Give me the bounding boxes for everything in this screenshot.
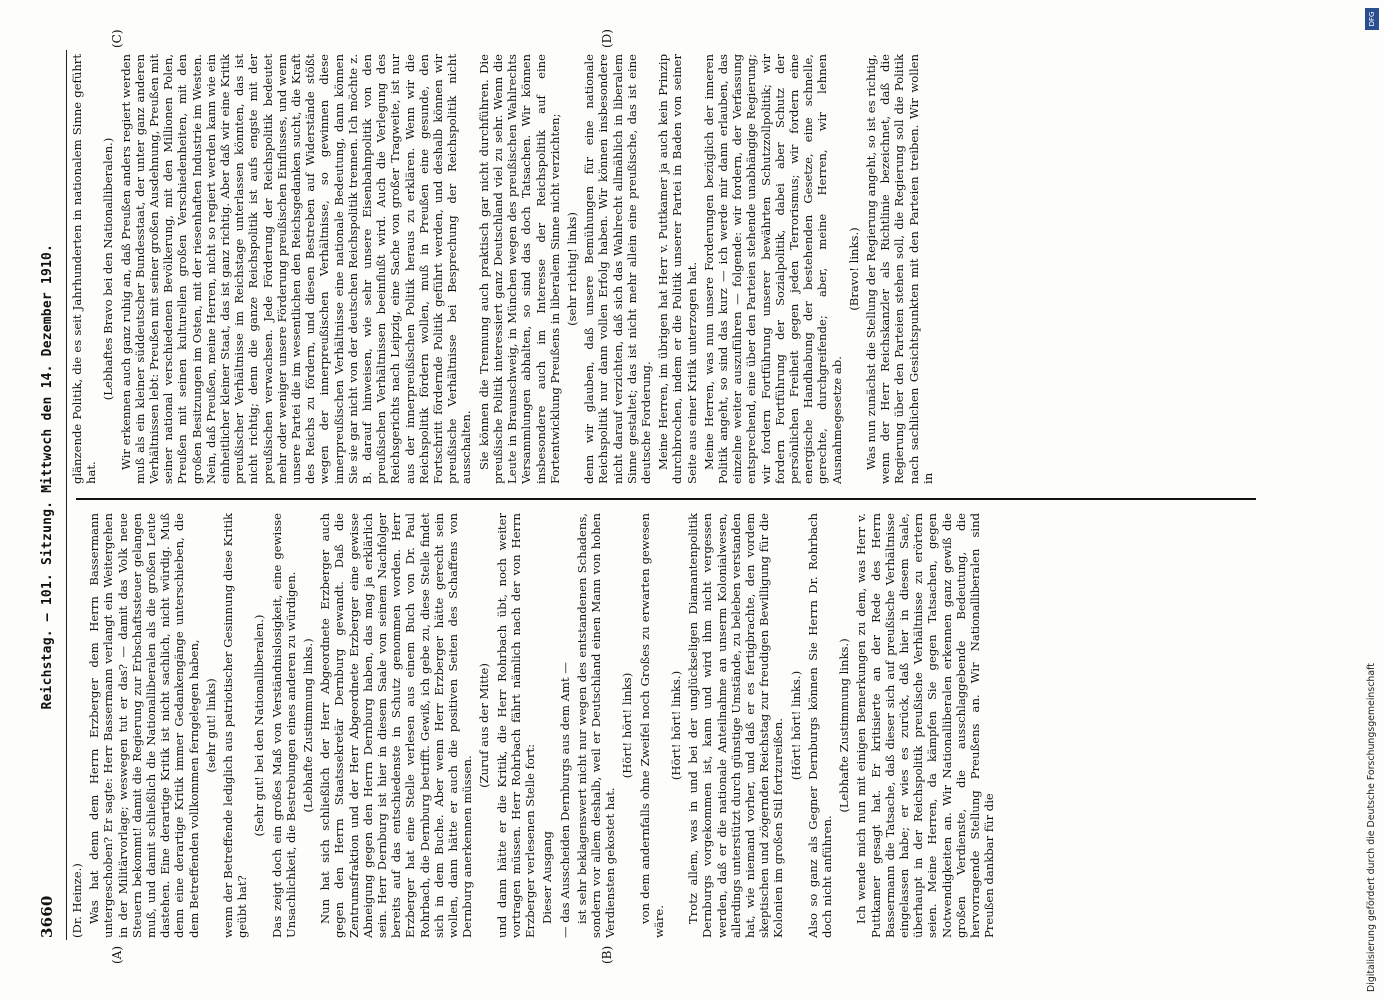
page-number: 3660 bbox=[38, 895, 56, 938]
paragraph: wenn der Betreffende lediglich aus patriotischer Gesinnung diese Kritik geübt hat? bbox=[221, 513, 250, 938]
interjection: (Lebhafte Zustimmung links.) bbox=[837, 638, 852, 813]
quote: von dem andernfalls ohne Zweifel noch Großes zu erwarten gewesen wäre. bbox=[637, 513, 666, 938]
paragraph: glänzende Politik, die es seit Jahrhunderten in nationalem Sinne geführt hat. bbox=[70, 54, 99, 484]
dfg-logo bbox=[1365, 8, 1379, 30]
paragraph: Was hat denn dem Herrn Erzberger dem Herrn Bassermann untergeschoben? Er sagte: Herr Bassermann verlangt ein Weitergehen in der Militärvorlage; weswegen tut er das? — damit das Volk neue Steuern bekommt! damit die Regierung zur Erbschaftssteuer gelangen muß, und damit schließlich die Nationalliberalen als die großen Leute dastehen. Eine derartige Kritik ist nicht sachlich, nicht würdig. Muß denn eine derartige Kritik immer Gedankengänge unterschieben, die dem Betreffenden vollkommen ferngelegen haben, bbox=[87, 513, 201, 938]
margin-marker-a: (A) bbox=[110, 945, 124, 964]
quote-aside: — das Ausscheiden Dernburgs aus dem Amt — bbox=[557, 662, 572, 938]
interjection: (Zuruf aus der Mitte) bbox=[477, 663, 492, 788]
left-text-column bbox=[70, 513, 1260, 938]
interjection: (Lebhaftes Bravo bei den Nationalliberalen.) bbox=[101, 137, 116, 401]
quote-intro: Dieser Ausgang bbox=[540, 831, 555, 924]
margin-marker-c: (C) bbox=[110, 29, 124, 48]
interjection: (Sehr gut! bei den Nationalliberalen.) bbox=[252, 614, 267, 837]
paragraph: Sie können die Trennung auch praktisch gar nicht durchführen. Die preußische Politik interessiert ganz Deutschland viel zu sehr. Wenn die Leute in Braunschweig, in München wegen des preußischen Wahlrechts Versammlungen abhalten, so sind das doch Tatsachen. Wir können insbesondere auch im Interesse der Reichspolitik auf eine Fortentwicklung Preußens in liberalem Sinne nicht verzichten; bbox=[476, 54, 562, 484]
speaker-label: (Dr. Heinze.) bbox=[70, 863, 84, 938]
paragraph: Ich wende mich nun mit einigen Bemerkungen zu dem, was Herr v. Puttkamer gesagt hat. Er kritisierte an der Rede des Herrn Bassermann die Tatsache, daß dieser sich auf preußische Verhältnisse eingelassen habe; er wies es zurück, daß hier in diesem Saale, überhaupt in der Reichspolitik preußische Verhältnisse zu erörtern seien. Meine Herren, da kämpfen Sie gegen Tatsachen, gegen Notwendigkeiten an. Wir Nationalliberalen erkennen ganz gewiß die großen Verdienste, die ausschlaggebende Bedeutung, die hervorragende Stellung Preußens an. Wir Nationalliberalen sind Preußen dankbar für die bbox=[854, 513, 997, 938]
margin-marker-d: (D) bbox=[600, 29, 614, 48]
page-title: Reichstag. — 101. Sitzung. Mittwoch den 14. Dezember 1910. bbox=[39, 243, 55, 710]
interjection: (sehr richtig! links) bbox=[564, 212, 579, 326]
page-header bbox=[30, 58, 64, 938]
paragraph: und dann hätte er die Kritik, die Herr Rohrbach übt, noch weiter vortragen müssen. Herr Rohrbach fährt nämlich nach der von Herrn Erzberger verlesenen Stelle fort: bbox=[494, 513, 538, 938]
paragraph: Das zeigt doch ein großes Maß von Verständnislosigkeit, eine gewisse Unsachlichkeit, die Bestrebungen eines anderen zu würdigen. bbox=[269, 513, 298, 938]
interjection: (Hört! hört! links) bbox=[620, 672, 635, 779]
digitization-credit bbox=[1365, 8, 1379, 992]
interjection: (Hört! hört! links.) bbox=[788, 670, 803, 781]
credit-text: Digitalisierung gefördert durch die Deutsche Forschungsgemeinschaft bbox=[1366, 663, 1377, 992]
paragraph: Nun hat sich schließlich der Herr Abgeordnete Erzberger auch gegen den Herrn Staatssekretär Dernburg gewandt. Daß die Zentrumsfraktion und der Herr Abgeordnete Erzberger eine gewisse Abneigung gegen den Herrn Dernburg haben, das mag ja erklärlich sein. Herr Dernburg ist hier in diesem Saale von seinem Nachfolger bereits auf das entschiedenste in Schutz genommen worden. Herr Erzberger hat eine Stelle verlesen aus einem Buch von Dr. Paul Rohrbach, die Dernburg betrifft. Gewiß, ich gebe zu, diese Stelle findet sich in dem Buche. Aber wenn Herr Erzberger hätte gerecht sein wollen, dann hätte er auch die positiven Seiten des Schaffens von Dernburg anerkennen müssen. bbox=[318, 513, 475, 938]
paragraph: denn wir glauben, daß unsere Bemühungen für eine nationale Reichspolitik nur dann vollen Erfolg haben. Wir können insbesondere nicht darauf verzichten, daß sich das Wahlrecht allmählich in liberalem Sinne gestaltet; das ist nicht mehr allein eine preußische, das ist eine deutsche Forderung. bbox=[582, 54, 653, 484]
dfg-logo-text: DFG bbox=[1368, 11, 1376, 27]
interjection: (Bravo! links.) bbox=[846, 227, 861, 311]
paragraph: Meine Herren, im übrigen hat Herr v. Puttkamer ja auch kein Prinzip durchbrochen, indem er die Politik unserer Partei in Baden von seiner Seite aus einer Kritik unterzogen hat. bbox=[656, 54, 699, 484]
quote: ist sehr beklagenswert nicht nur wegen des entstandenen Schadens, sondern vor allem deshalb, weil er Deutschland einen Mann von hohen Verdiensten gekostet hat. bbox=[574, 513, 618, 938]
quote: Trotz allem, was in und bei der unglückseligen Diamantenpolitik Dernburgs vorgekommen ist, kann und wird ihm nicht vergessen werden, daß er die nationale Anteilnahme an unserm Kolonialwesen, allerdings unterstützt durch günstige Umstände, zu beleben verstanden hat, wie niemand vorher, und daß er es fertigbrachte, den vordem skeptischen und zögernden Reichstag zur freudigen Bewilligung für die Kolonien im großen Stil fortzureißen. bbox=[686, 513, 786, 938]
paragraph: Meine Herren, was nun unsere Forderungen bezüglich der inneren Politik angeht, so sind das kurz — ich werde mir dann erlauben, das einzelne weiter auszuführen — folgende: wir fordern, der Verfassung entsprechend, eine über den Parteien stehende unabhängige Regierung; wir fordern Fortführung unserer bewährten Schutzzollpolitik; wir fordern Fortführung der Sozialpolitik, dabei aber Schutz der persönlichen Freiheit gegen jeden Terrorismus; wir fordern eine energische Handhabung der bestehenden Gesetze, eine schnelle, gerechte, durchgreifende; aber, meine Herren, wir lehnen Ausnahmegesetze ab. bbox=[701, 54, 844, 484]
paragraph: Also so ganz als Gegner Dernburgs können Sie Herrn Dr. Rohrbach doch nicht anführen. bbox=[805, 513, 834, 938]
column-divider bbox=[76, 498, 1256, 500]
interjection: (Lebhafte Zustimmung links.) bbox=[301, 638, 316, 813]
margin-marker-b: (B) bbox=[600, 945, 614, 964]
interjection: (Hört! hört! links.) bbox=[668, 670, 683, 781]
paragraph: Was nun zunächst die Stellung der Regierung angeht, so ist es richtig, wenn der Herr Reichskanzler als Richtlinie bezeichnet, daß die Regierung über den Parteien stehen soll, die Regierung soll die Politik nach sachlichen Gesichtspunkten mit den Parteien treiben. Wir wollen in bbox=[863, 54, 935, 484]
header-rule bbox=[66, 50, 67, 940]
paragraph: Wir erkennen auch ganz ruhig an, daß Preußen anders regiert werden muß als ein kleiner süddeutscher Bundesstaat, der unter ganz anderen Verhältnissen lebt: Preußen mit seiner großen Ausdehnung, Preußen mit seiner national verschiedenen Bevölkerung, mit den Millionen Polen, Preußen mit seinen kulturellen großen Verschiedenheiten, mit den großen Besitzungen im Osten, mit der riesenhaften Industrie im Westen. Nein, daß Preußen, meine Herren, nicht so regiert werden kann wie ein einheitlicher kleiner Staat, das ist ganz richtig. Aber daß wir eine Kritik preußischer Verhältnisse im Reichstage unterlassen könnten, das ist nicht richtig; denn die ganze Reichspolitik ist aufs engste mit der preußischen verwachsen. Jede Förderung der Reichspolitik bedeutet mehr oder weniger unsere Förderung preußischen Einflusses, und wenn unsere Partei die im wesentlichen den Reichsgedanken sucht, die Kraft des Reichs zu fördern, und diesen Bestreben auf Widerstände stößt wegen der innerpreußischen Verhältnisse, so gewinnen diese innerpreußischen Verhältnisse eine nationale Bedeutung, dann können Sie sie gar nicht von der deutschen Reichspolitik trennen. Ich möchte z. B. darauf hinweisen, wie sehr unsere Eisenbahnpolitik von den preußischen Verhältnissen beeinflußt wird. Auch die Verlegung des Reichsgerichts nach Leipzig, eine Sache von großer Tragweite, ist nur aus der innerpreußischen Politik heraus zu erklären. Wenn wir die Reichspolitik fördern wollen, muß in Preußen eine gesunde, den Fortschritt fördernde Politik geführt werden, und deshalb können wir preußische Verhältnisse bei Besprechung der Reichspolitik nicht ausschalten. bbox=[118, 54, 474, 484]
interjection: (sehr gut! links) bbox=[203, 678, 218, 773]
right-text-column bbox=[70, 54, 1260, 484]
